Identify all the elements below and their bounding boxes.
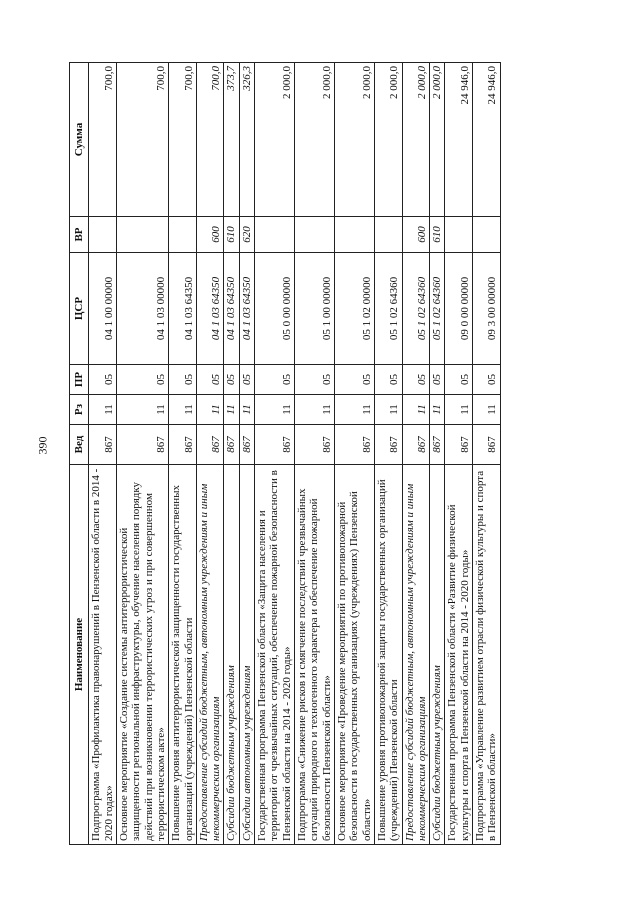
cell-vr bbox=[473, 217, 501, 253]
table-row bbox=[334, 63, 374, 845]
cell-vr bbox=[169, 217, 197, 253]
cell-vr: 610 bbox=[430, 217, 445, 253]
cell-csr: 04 1 03 64350 bbox=[169, 253, 197, 365]
cell-rz: 11 bbox=[334, 395, 374, 425]
table-row bbox=[473, 63, 501, 845]
table-row bbox=[430, 63, 445, 845]
cell-name: Повышение уровня противопожарной защиты государственных организаций (учреждений) Пензенской области bbox=[374, 465, 402, 845]
cell-ved: 867 bbox=[169, 425, 197, 465]
cell-sum: 700,0 bbox=[169, 63, 197, 217]
cell-pr: 05 bbox=[169, 365, 197, 395]
cell-vr bbox=[295, 217, 335, 253]
cell-ved: 867 bbox=[255, 425, 295, 465]
table-row bbox=[196, 63, 224, 845]
table-row bbox=[374, 63, 402, 845]
table-row bbox=[224, 63, 239, 845]
cell-csr: 09 3 00 00000 bbox=[473, 253, 501, 365]
cell-pr: 05 bbox=[224, 365, 239, 395]
cell-name: Предоставление субсидий бюджетным, автономным учреждениям и иным некоммерческим организациям bbox=[402, 465, 430, 845]
table-row bbox=[239, 63, 254, 845]
cell-csr: 04 1 03 64350 bbox=[224, 253, 239, 365]
cell-vr bbox=[334, 217, 374, 253]
cell-rz: 11 bbox=[374, 395, 402, 425]
cell-rz: 11 bbox=[295, 395, 335, 425]
cell-rz: 11 bbox=[402, 395, 430, 425]
cell-vr bbox=[255, 217, 295, 253]
header-csr: ЦСР bbox=[70, 253, 89, 365]
cell-pr: 05 bbox=[430, 365, 445, 395]
cell-rz: 11 bbox=[224, 395, 239, 425]
cell-ved: 867 bbox=[374, 425, 402, 465]
cell-rz: 11 bbox=[473, 395, 501, 425]
cell-sum: 2 000,0 bbox=[402, 63, 430, 217]
cell-pr: 05 bbox=[196, 365, 224, 395]
cell-ved: 867 bbox=[473, 425, 501, 465]
page-number: 390 bbox=[35, 436, 50, 455]
cell-rz: 11 bbox=[196, 395, 224, 425]
cell-name: Основное мероприятие «Создание системы антитеррористической защищенности региональной инфраструктуры, обучение населения порядку действий при возникновении террористических угроз и при совершенном террористическом акте» bbox=[116, 465, 168, 845]
cell-name: Государственная программа Пензенской области «Защита населения и территорий от чрезвычайных ситуаций, обеспечение пожарной безопасности в Пензенской области на 2014 - 2020 годы» bbox=[255, 465, 295, 845]
cell-ved: 867 bbox=[334, 425, 374, 465]
cell-sum: 700,0 bbox=[196, 63, 224, 217]
cell-sum: 700,0 bbox=[89, 63, 117, 217]
cell-name: Субсидии бюджетным учреждениям bbox=[224, 465, 239, 845]
cell-name: Повышение уровня антитеррористической защищенности государственных организаций (учреждений) Пензенской области bbox=[169, 465, 197, 845]
cell-sum: 326,3 bbox=[239, 63, 254, 217]
cell-ved: 867 bbox=[89, 425, 117, 465]
cell-name: Субсидии бюджетным учреждениям bbox=[430, 465, 445, 845]
cell-name: Основное мероприятие «Проведение мероприятий по противопожарной безопасности в государственных организациях (учреждениях) Пензенской области» bbox=[334, 465, 374, 845]
cell-pr: 05 bbox=[445, 365, 473, 395]
cell-csr: 05 1 02 00000 bbox=[334, 253, 374, 365]
cell-sum: 700,0 bbox=[116, 63, 168, 217]
cell-sum: 2 000,0 bbox=[334, 63, 374, 217]
cell-name: Подпрограмма «Управление развитием отрасли физической культуры и спорта в Пензенской области» bbox=[473, 465, 501, 845]
cell-ved: 867 bbox=[196, 425, 224, 465]
header-pr: ПР bbox=[70, 365, 89, 395]
cell-sum: 2 000,0 bbox=[430, 63, 445, 217]
cell-sum: 24 946,0 bbox=[445, 63, 473, 217]
header-name: Наименование bbox=[70, 465, 89, 845]
cell-name: Государственная программа Пензенской области «Развитие физической культуры и спорта в Пензенской области на 2014 - 2020 годы» bbox=[445, 465, 473, 845]
cell-vr: 610 bbox=[224, 217, 239, 253]
cell-csr: 05 1 00 00000 bbox=[295, 253, 335, 365]
rotated-table-wrapper bbox=[69, 63, 539, 845]
cell-csr: 09 0 00 00000 bbox=[445, 253, 473, 365]
table-row bbox=[116, 63, 168, 845]
cell-vr bbox=[445, 217, 473, 253]
cell-csr: 04 1 03 64350 bbox=[196, 253, 224, 365]
table-row bbox=[402, 63, 430, 845]
table-row bbox=[445, 63, 473, 845]
header-sum: Сумма bbox=[70, 63, 89, 217]
cell-rz: 11 bbox=[89, 395, 117, 425]
cell-vr bbox=[89, 217, 117, 253]
table-row bbox=[169, 63, 197, 845]
cell-csr: 04 1 03 00000 bbox=[116, 253, 168, 365]
cell-ved: 867 bbox=[224, 425, 239, 465]
cell-csr: 05 1 02 64360 bbox=[430, 253, 445, 365]
cell-rz: 11 bbox=[255, 395, 295, 425]
cell-name: Подпрограмма «Профилактика правонарушений в Пензенской области в 2014 - 2020 годах» bbox=[89, 465, 117, 845]
cell-pr: 05 bbox=[402, 365, 430, 395]
header-rz: Рз bbox=[70, 395, 89, 425]
cell-vr: 600 bbox=[402, 217, 430, 253]
budget-table bbox=[69, 62, 501, 845]
cell-sum: 2 000,0 bbox=[255, 63, 295, 217]
cell-pr: 05 bbox=[116, 365, 168, 395]
cell-sum: 373,7 bbox=[224, 63, 239, 217]
cell-pr: 05 bbox=[255, 365, 295, 395]
header-vr: ВР bbox=[70, 217, 89, 253]
cell-name: Предоставление субсидий бюджетным, автономным учреждениям и иным некоммерческим организациям bbox=[196, 465, 224, 845]
cell-csr: 04 1 03 64350 bbox=[239, 253, 254, 365]
cell-ved: 867 bbox=[295, 425, 335, 465]
cell-pr: 05 bbox=[334, 365, 374, 395]
cell-rz: 11 bbox=[430, 395, 445, 425]
cell-rz: 11 bbox=[445, 395, 473, 425]
cell-vr bbox=[116, 217, 168, 253]
cell-pr: 05 bbox=[295, 365, 335, 395]
cell-ved: 867 bbox=[239, 425, 254, 465]
cell-sum: 2 000,0 bbox=[295, 63, 335, 217]
cell-csr: 05 1 02 64360 bbox=[402, 253, 430, 365]
cell-rz: 11 bbox=[169, 395, 197, 425]
cell-ved: 867 bbox=[445, 425, 473, 465]
table-body bbox=[89, 63, 500, 845]
cell-vr bbox=[374, 217, 402, 253]
cell-sum: 24 946,0 bbox=[473, 63, 501, 217]
cell-ved: 867 bbox=[116, 425, 168, 465]
cell-ved: 867 bbox=[402, 425, 430, 465]
table-row bbox=[255, 63, 295, 845]
cell-vr: 600 bbox=[196, 217, 224, 253]
cell-pr: 05 bbox=[239, 365, 254, 395]
cell-vr: 620 bbox=[239, 217, 254, 253]
cell-sum: 2 000,0 bbox=[374, 63, 402, 217]
table-header-row bbox=[70, 63, 89, 845]
cell-rz: 11 bbox=[239, 395, 254, 425]
cell-pr: 05 bbox=[374, 365, 402, 395]
cell-name: Субсидии автономным учреждениям bbox=[239, 465, 254, 845]
table-row bbox=[89, 63, 117, 845]
header-ved: Вед bbox=[70, 425, 89, 465]
cell-csr: 05 1 02 64360 bbox=[374, 253, 402, 365]
cell-pr: 05 bbox=[89, 365, 117, 395]
cell-csr: 04 1 00 00000 bbox=[89, 253, 117, 365]
cell-ved: 867 bbox=[430, 425, 445, 465]
cell-rz: 11 bbox=[116, 395, 168, 425]
cell-csr: 05 0 00 00000 bbox=[255, 253, 295, 365]
cell-pr: 05 bbox=[473, 365, 501, 395]
table-row bbox=[295, 63, 335, 845]
cell-name: Подпрограмма «Снижение рисков и смягчение последствий чрезвычайных ситуаций природного и техногенного характера и обеспечение пожарной безопасности Пензенской области» bbox=[295, 465, 335, 845]
